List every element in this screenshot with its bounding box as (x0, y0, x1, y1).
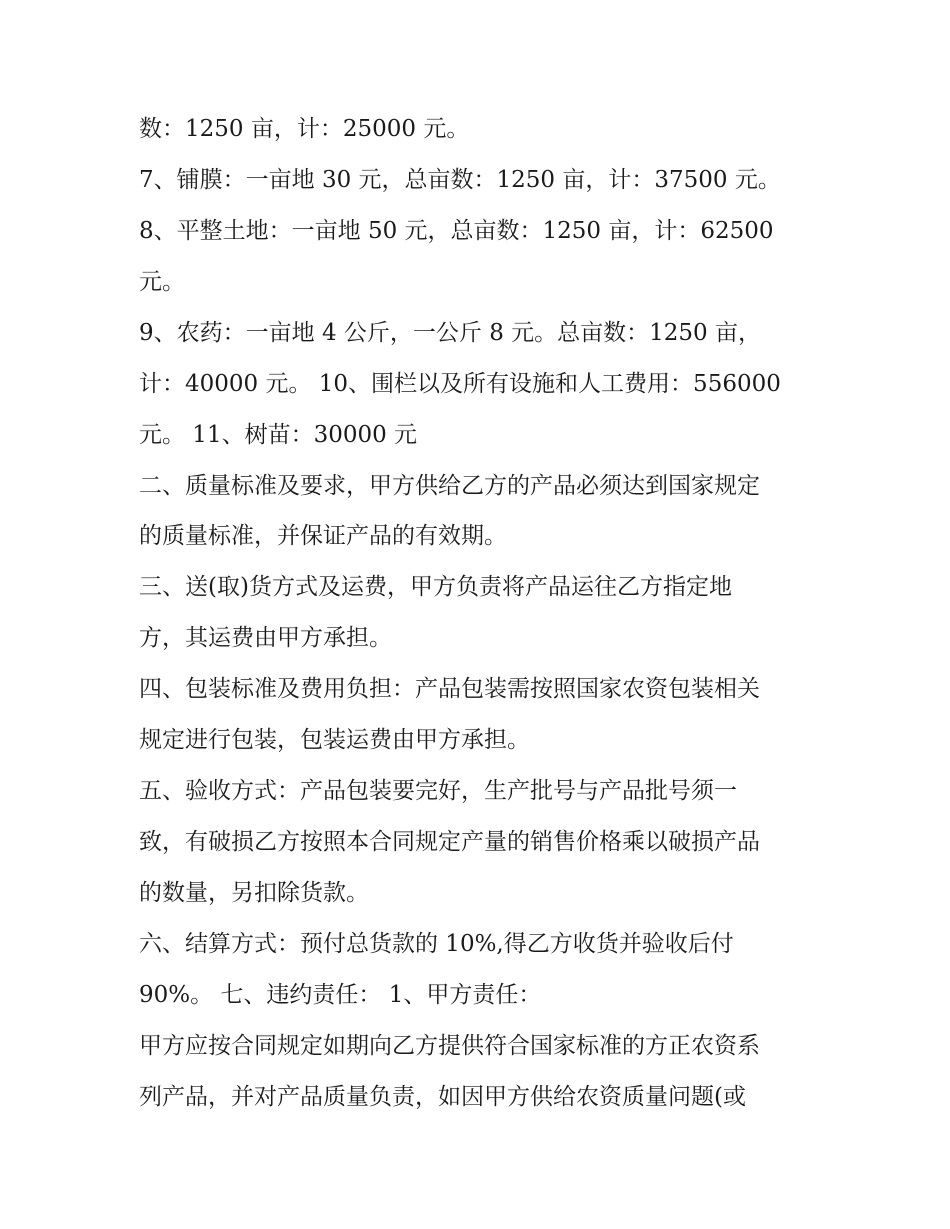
text-line: 元。 11、树苗：30000 元 (139, 422, 418, 448)
text-line: 9、农药：一亩地 4 公斤，一公斤 8 元。总亩数：1250 亩， (139, 320, 761, 346)
text-line: 方，其运费由甲方承担。 (139, 625, 392, 651)
text-line: 四、包装标准及费用负担：产品包装需按照国家农资包装相关 (139, 676, 760, 702)
text-line: 六、结算方式：预付总货款的 10%,得乙方收货并验收后付 (139, 931, 734, 957)
text-line: 的数量，另扣除货款。 (139, 880, 369, 906)
text-line: 90%。 七、违约责任： 1、甲方责任： (139, 982, 542, 1008)
text-line: 规定进行包装，包装运费由甲方承担。 (139, 727, 530, 753)
text-line: 数：1250 亩，计：25000 元。 (139, 116, 470, 142)
text-line: 计：40000 元。 10、围栏以及所有设施和人工费用：556000 (139, 371, 781, 397)
text-line: 三、送(取)货方式及运费，甲方负责将产品运往乙方指定地 (139, 574, 732, 600)
text-line: 五、验收方式：产品包装要完好，生产批号与产品批号须一 (139, 778, 737, 804)
text-line: 元。 (139, 269, 185, 295)
text-line: 列产品，并对产品质量负责，如因甲方供给农资质量问题(或 (139, 1084, 746, 1110)
text-line: 7、铺膜：一亩地 30 元，总亩数：1250 亩，计：37500 元。 (139, 167, 781, 193)
text-line: 8、平整土地：一亩地 50 元，总亩数：1250 亩，计：62500 (139, 218, 774, 244)
text-line: 的质量标准，并保证产品的有效期。 (139, 523, 507, 549)
text-line: 二、质量标准及要求，甲方供给乙方的产品必须达到国家规定 (139, 473, 760, 499)
text-line: 致，有破损乙方按照本合同规定产量的销售价格乘以破损产品 (139, 829, 760, 855)
text-line: 甲方应按合同规定如期向乙方提供符合国家标准的方正农资系 (139, 1033, 760, 1059)
